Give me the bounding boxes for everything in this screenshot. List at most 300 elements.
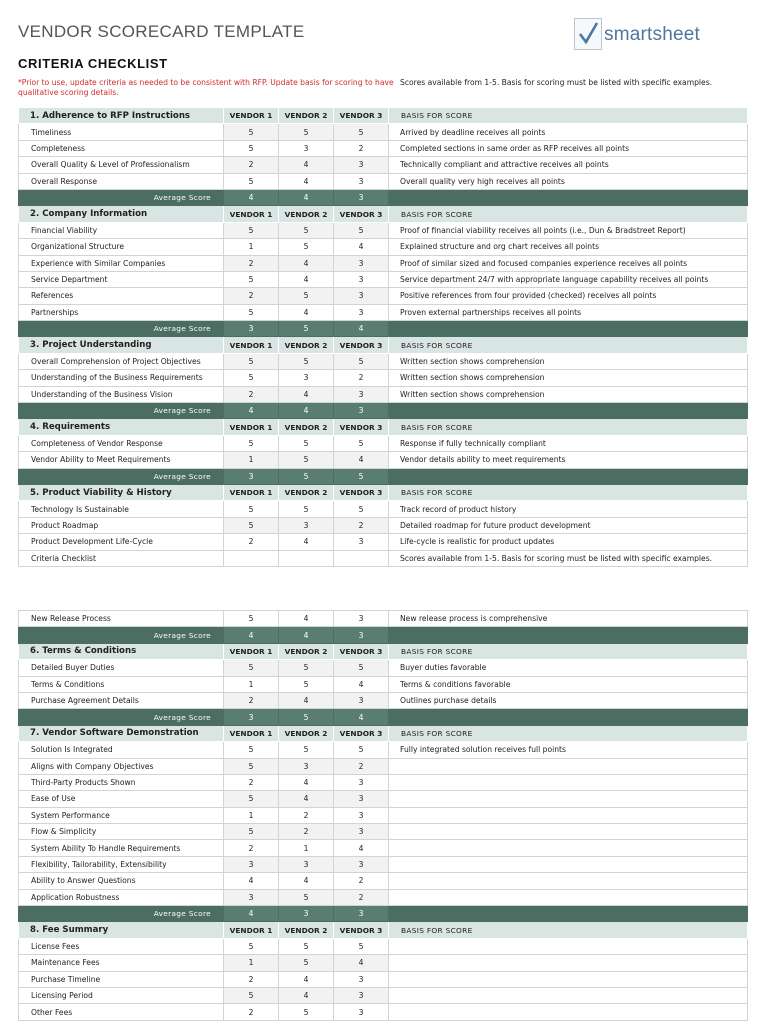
vendor-1-score[interactable]: 2 bbox=[224, 386, 279, 402]
section-subtitle: CRITERIA CHECKLIST bbox=[18, 56, 168, 71]
vendor-2-score[interactable]: 4 bbox=[279, 534, 334, 550]
vendor-2-average[interactable]: 3 bbox=[279, 906, 334, 922]
vendor-2-score[interactable]: 4 bbox=[279, 611, 334, 627]
vendor-3-score[interactable]: 3 bbox=[334, 173, 389, 189]
section-header-row bbox=[19, 643, 748, 659]
vendor-3-score[interactable]: 2 bbox=[334, 370, 389, 386]
vendor-3-score[interactable]: 2 bbox=[334, 758, 389, 774]
vendor-2-score[interactable]: 5 bbox=[279, 955, 334, 971]
basis-for-score[interactable]: Technically compliant and attractive receives all points bbox=[389, 157, 748, 173]
vendor-1-score[interactable]: 3 bbox=[224, 889, 279, 905]
vendor-3-header[interactable]: VENDOR 3 bbox=[334, 108, 389, 124]
vendor-3-header[interactable]: VENDOR 3 bbox=[334, 484, 389, 500]
vendor-1-score[interactable]: 2 bbox=[224, 840, 279, 856]
vendor-2-score[interactable]: 4 bbox=[279, 774, 334, 790]
vendor-2-score[interactable]: 2 bbox=[279, 807, 334, 823]
vendor-3-score[interactable]: 5 bbox=[334, 742, 389, 758]
vendor-1-header[interactable]: VENDOR 1 bbox=[224, 108, 279, 124]
basis-for-score[interactable]: Track record of product history bbox=[389, 501, 748, 517]
vendor-1-score[interactable]: 5 bbox=[224, 370, 279, 386]
vendor-2-header[interactable]: VENDOR 2 bbox=[279, 337, 334, 353]
criteria-label[interactable]: Third-Party Products Shown bbox=[19, 774, 224, 790]
table-row bbox=[19, 157, 748, 173]
criteria-label[interactable]: Completeness of Vendor Response bbox=[19, 435, 224, 451]
vendor-2-average[interactable]: 4 bbox=[279, 189, 334, 205]
vendor-1-score[interactable]: 5 bbox=[224, 987, 279, 1003]
criteria-label[interactable]: Ability to Answer Questions bbox=[19, 873, 224, 889]
vendor-2-score[interactable]: 5 bbox=[279, 660, 334, 676]
basis-for-score[interactable]: Outlines purchase details bbox=[389, 692, 748, 708]
vendor-3-score[interactable]: 5 bbox=[334, 938, 389, 954]
vendor-2-average[interactable]: 5 bbox=[279, 709, 334, 725]
criteria-label[interactable]: Other Fees bbox=[19, 1004, 224, 1020]
vendor-2-score[interactable]: 3 bbox=[279, 517, 334, 533]
average-score-row bbox=[19, 906, 748, 922]
criteria-label[interactable]: Solution Is Integrated bbox=[19, 742, 224, 758]
basis-for-score[interactable]: Buyer duties favorable bbox=[389, 660, 748, 676]
vendor-3-score[interactable]: 3 bbox=[334, 288, 389, 304]
vendor-2-score[interactable]: 4 bbox=[279, 173, 334, 189]
average-basis-empty[interactable] bbox=[389, 709, 748, 725]
vendor-2-score[interactable]: 4 bbox=[279, 386, 334, 402]
vendor-3-average[interactable]: 4 bbox=[334, 709, 389, 725]
table-row bbox=[19, 676, 748, 692]
vendor-2-header[interactable]: VENDOR 2 bbox=[279, 643, 334, 659]
vendor-1-average[interactable]: 4 bbox=[224, 906, 279, 922]
vendor-3-average[interactable]: 3 bbox=[334, 906, 389, 922]
vendor-2-score[interactable]: 4 bbox=[279, 791, 334, 807]
section-header-row bbox=[19, 922, 748, 938]
vendor-2-average[interactable]: 5 bbox=[279, 468, 334, 484]
vendor-3-score[interactable]: 2 bbox=[334, 873, 389, 889]
criteria-label[interactable]: Technology Is Sustainable bbox=[19, 501, 224, 517]
vendor-1-score[interactable]: 2 bbox=[224, 157, 279, 173]
vendor-2-score[interactable]: 4 bbox=[279, 157, 334, 173]
basis-for-score[interactable]: New release process is comprehensive bbox=[389, 611, 748, 627]
vendor-1-average[interactable]: 3 bbox=[224, 468, 279, 484]
vendor-1-score[interactable]: 5 bbox=[224, 742, 279, 758]
section-title[interactable]: 4. Requirements bbox=[19, 419, 224, 435]
vendor-3-score[interactable]: 3 bbox=[334, 534, 389, 550]
basis-for-score[interactable] bbox=[389, 1004, 748, 1020]
vendor-3-average[interactable]: 3 bbox=[334, 189, 389, 205]
basis-for-score[interactable]: Detailed roadmap for future product development bbox=[389, 517, 748, 533]
table-row bbox=[19, 271, 748, 287]
basis-for-score[interactable]: Proven external partnerships receives all points bbox=[389, 304, 748, 320]
basis-header[interactable]: BASIS FOR SCORE bbox=[389, 206, 748, 222]
vendor-1-header[interactable]: VENDOR 1 bbox=[224, 337, 279, 353]
basis-for-score[interactable] bbox=[389, 873, 748, 889]
vendor-3-score[interactable]: 3 bbox=[334, 791, 389, 807]
basis-for-score[interactable]: Written section shows comprehension bbox=[389, 370, 748, 386]
basis-for-score[interactable] bbox=[389, 938, 748, 954]
section-header-row bbox=[19, 337, 748, 353]
table-row bbox=[19, 660, 748, 676]
vendor-2-score[interactable]: 4 bbox=[279, 304, 334, 320]
basis-for-score[interactable]: Completed sections in same order as RFP receives all points bbox=[389, 140, 748, 156]
vendor-1-average[interactable]: 3 bbox=[224, 709, 279, 725]
footer-basis[interactable]: Scores available from 1-5. Basis for scoring must be listed with specific examples. bbox=[389, 550, 748, 566]
basis-for-score[interactable] bbox=[389, 856, 748, 872]
vendor-2-header[interactable]: VENDOR 2 bbox=[279, 725, 334, 741]
basis-for-score[interactable]: Life-cycle is realistic for product updates bbox=[389, 534, 748, 550]
section-title[interactable]: 7. Vendor Software Demonstration bbox=[19, 725, 224, 741]
vendor-2-header[interactable]: VENDOR 2 bbox=[279, 484, 334, 500]
vendor-3-score[interactable]: 3 bbox=[334, 987, 389, 1003]
vendor-2-score[interactable]: 4 bbox=[279, 271, 334, 287]
vendor-3-score[interactable]: 5 bbox=[334, 501, 389, 517]
table-row bbox=[19, 304, 748, 320]
section-title[interactable]: 2. Company Information bbox=[19, 206, 224, 222]
logo-text: smartsheet bbox=[604, 24, 700, 45]
vendor-2-score[interactable]: 4 bbox=[279, 692, 334, 708]
vendor-2-header[interactable]: VENDOR 2 bbox=[279, 206, 334, 222]
checkmark-icon bbox=[574, 18, 602, 50]
vendor-1-score[interactable]: 3 bbox=[224, 856, 279, 872]
criteria-label[interactable]: Maintenance Fees bbox=[19, 955, 224, 971]
vendor-2-score[interactable]: 5 bbox=[279, 353, 334, 369]
vendor-2-score[interactable]: 5 bbox=[279, 435, 334, 451]
criteria-label[interactable]: System Ability To Handle Requirements bbox=[19, 840, 224, 856]
average-score-label[interactable]: Average Score bbox=[19, 189, 224, 205]
table-row bbox=[19, 435, 748, 451]
vendor-2-average[interactable]: 5 bbox=[279, 321, 334, 337]
vendor-1-score[interactable]: 4 bbox=[224, 873, 279, 889]
vendor-1-average[interactable]: 4 bbox=[224, 627, 279, 643]
section-title[interactable]: 8. Fee Summary bbox=[19, 922, 224, 938]
criteria-label[interactable]: Organizational Structure bbox=[19, 239, 224, 255]
vendor-1-score[interactable]: 5 bbox=[224, 791, 279, 807]
basis-for-score[interactable]: Proof of similar sized and focused companies experience receives all points bbox=[389, 255, 748, 271]
footer-row bbox=[19, 550, 748, 566]
scorecard-table-bottom bbox=[18, 610, 748, 1021]
vendor-3-average[interactable]: 3 bbox=[334, 627, 389, 643]
vendor-3-header[interactable]: VENDOR 3 bbox=[334, 419, 389, 435]
vendor-2-score[interactable]: 5 bbox=[279, 239, 334, 255]
vendor-3-score[interactable]: 3 bbox=[334, 271, 389, 287]
vendor-2-score[interactable]: 3 bbox=[279, 370, 334, 386]
basis-header[interactable]: BASIS FOR SCORE bbox=[389, 484, 748, 500]
vendor-1-header[interactable]: VENDOR 1 bbox=[224, 206, 279, 222]
vendor-3-score[interactable]: 5 bbox=[334, 222, 389, 238]
vendor-2-score[interactable]: 5 bbox=[279, 889, 334, 905]
criteria-label[interactable]: License Fees bbox=[19, 938, 224, 954]
vendor-1-score[interactable]: 2 bbox=[224, 971, 279, 987]
vendor-3-average[interactable]: 5 bbox=[334, 468, 389, 484]
criteria-label[interactable]: New Release Process bbox=[19, 611, 224, 627]
vendor-2-score[interactable]: 5 bbox=[279, 1004, 334, 1020]
vendor-2-score[interactable]: 2 bbox=[279, 824, 334, 840]
vendor-2-score[interactable]: 4 bbox=[279, 971, 334, 987]
criteria-label[interactable]: Flexibility, Tailorability, Extensibility bbox=[19, 856, 224, 872]
table-row bbox=[19, 386, 748, 402]
vendor-1-average[interactable]: 3 bbox=[224, 321, 279, 337]
average-score-label[interactable]: Average Score bbox=[19, 321, 224, 337]
basis-for-score[interactable]: Overall quality very high receives all points bbox=[389, 173, 748, 189]
criteria-label[interactable]: Application Robustness bbox=[19, 889, 224, 905]
vendor-2-score[interactable]: 5 bbox=[279, 501, 334, 517]
basis-header[interactable]: BASIS FOR SCORE bbox=[389, 108, 748, 124]
vendor-3-header[interactable]: VENDOR 3 bbox=[334, 725, 389, 741]
average-basis-empty[interactable] bbox=[389, 906, 748, 922]
table-row bbox=[19, 889, 748, 905]
vendor-2-score[interactable]: 4 bbox=[279, 987, 334, 1003]
page-title: VENDOR SCORECARD TEMPLATE bbox=[18, 22, 305, 41]
basis-for-score[interactable]: Response if fully technically compliant bbox=[389, 435, 748, 451]
basis-for-score[interactable] bbox=[389, 774, 748, 790]
table-row bbox=[19, 173, 748, 189]
vendor-3-score[interactable]: 3 bbox=[334, 692, 389, 708]
vendor-1-score[interactable]: 5 bbox=[224, 824, 279, 840]
vendor-3-score[interactable]: 4 bbox=[334, 676, 389, 692]
basis-for-score[interactable]: Explained structure and org chart receives all points bbox=[389, 239, 748, 255]
average-score-row bbox=[19, 709, 748, 725]
vendor-1-score[interactable]: 1 bbox=[224, 239, 279, 255]
criteria-label[interactable]: Detailed Buyer Duties bbox=[19, 660, 224, 676]
average-score-label[interactable]: Average Score bbox=[19, 906, 224, 922]
vendor-1-score[interactable]: 1 bbox=[224, 452, 279, 468]
basis-for-score[interactable]: Written section shows comprehension bbox=[389, 353, 748, 369]
vendor-1-score[interactable]: 5 bbox=[224, 938, 279, 954]
table-row bbox=[19, 452, 748, 468]
vendor-3-average[interactable]: 4 bbox=[334, 321, 389, 337]
criteria-label[interactable]: Experience with Similar Companies bbox=[19, 255, 224, 271]
vendor-2-score[interactable]: 5 bbox=[279, 452, 334, 468]
basis-for-score[interactable] bbox=[389, 971, 748, 987]
footer-empty-cell[interactable] bbox=[279, 550, 334, 566]
basis-for-score[interactable]: Fully integrated solution receives full points bbox=[389, 742, 748, 758]
basis-header[interactable]: BASIS FOR SCORE bbox=[389, 337, 748, 353]
vendor-3-score[interactable]: 4 bbox=[334, 955, 389, 971]
vendor-1-score[interactable]: 5 bbox=[224, 124, 279, 140]
vendor-3-score[interactable]: 4 bbox=[334, 239, 389, 255]
criteria-label[interactable]: Partnerships bbox=[19, 304, 224, 320]
average-basis-empty[interactable] bbox=[389, 321, 748, 337]
basis-for-score[interactable]: Positive references from four provided (checked) receives all points bbox=[389, 288, 748, 304]
vendor-2-score[interactable]: 5 bbox=[279, 742, 334, 758]
average-score-row bbox=[19, 403, 748, 419]
vendor-1-score[interactable]: 2 bbox=[224, 774, 279, 790]
basis-for-score[interactable] bbox=[389, 791, 748, 807]
criteria-label[interactable]: System Performance bbox=[19, 807, 224, 823]
vendor-3-score[interactable]: 3 bbox=[334, 157, 389, 173]
vendor-1-average[interactable]: 4 bbox=[224, 403, 279, 419]
criteria-label[interactable]: Product Roadmap bbox=[19, 517, 224, 533]
vendor-1-header[interactable]: VENDOR 1 bbox=[224, 922, 279, 938]
vendor-2-score[interactable]: 3 bbox=[279, 758, 334, 774]
vendor-1-score[interactable]: 5 bbox=[224, 660, 279, 676]
vendor-1-score[interactable]: 5 bbox=[224, 435, 279, 451]
table-row bbox=[19, 873, 748, 889]
vendor-1-score[interactable]: 2 bbox=[224, 288, 279, 304]
vendor-1-score[interactable]: 5 bbox=[224, 353, 279, 369]
criteria-label[interactable]: Timeliness bbox=[19, 124, 224, 140]
vendor-1-score[interactable]: 5 bbox=[224, 501, 279, 517]
vendor-3-score[interactable]: 5 bbox=[334, 124, 389, 140]
vendor-3-score[interactable]: 3 bbox=[334, 304, 389, 320]
section-title[interactable]: 5. Product Viability & History bbox=[19, 484, 224, 500]
vendor-3-score[interactable]: 3 bbox=[334, 971, 389, 987]
criteria-label[interactable]: Overall Response bbox=[19, 173, 224, 189]
vendor-1-score[interactable]: 5 bbox=[224, 222, 279, 238]
criteria-label[interactable]: Vendor Ability to Meet Requirements bbox=[19, 452, 224, 468]
criteria-label[interactable]: Terms & Conditions bbox=[19, 676, 224, 692]
vendor-3-score[interactable]: 4 bbox=[334, 452, 389, 468]
vendor-3-score[interactable]: 3 bbox=[334, 386, 389, 402]
vendor-3-score[interactable]: 5 bbox=[334, 353, 389, 369]
criteria-label[interactable]: Service Department bbox=[19, 271, 224, 287]
average-score-label[interactable]: Average Score bbox=[19, 468, 224, 484]
vendor-2-header[interactable]: VENDOR 2 bbox=[279, 419, 334, 435]
basis-header[interactable]: BASIS FOR SCORE bbox=[389, 643, 748, 659]
footer-empty-cell[interactable] bbox=[334, 550, 389, 566]
vendor-3-score[interactable]: 4 bbox=[334, 840, 389, 856]
vendor-1-score[interactable]: 1 bbox=[224, 676, 279, 692]
vendor-2-score[interactable]: 1 bbox=[279, 840, 334, 856]
criteria-label[interactable]: References bbox=[19, 288, 224, 304]
vendor-2-score[interactable]: 5 bbox=[279, 938, 334, 954]
vendor-1-header[interactable]: VENDOR 1 bbox=[224, 643, 279, 659]
vendor-1-header[interactable]: VENDOR 1 bbox=[224, 725, 279, 741]
vendor-1-header[interactable]: VENDOR 1 bbox=[224, 419, 279, 435]
basis-header[interactable]: BASIS FOR SCORE bbox=[389, 725, 748, 741]
table-row bbox=[19, 534, 748, 550]
average-score-row bbox=[19, 468, 748, 484]
vendor-3-score[interactable]: 3 bbox=[334, 807, 389, 823]
vendor-3-score[interactable]: 3 bbox=[334, 255, 389, 271]
vendor-2-score[interactable]: 5 bbox=[279, 124, 334, 140]
table-row bbox=[19, 807, 748, 823]
basis-for-score[interactable]: Proof of financial viability receives all points (i.e., Dun & Bradstreet Report) bbox=[389, 222, 748, 238]
footer-label[interactable]: Criteria Checklist bbox=[19, 550, 224, 566]
basis-for-score[interactable]: Written section shows comprehension bbox=[389, 386, 748, 402]
basis-for-score[interactable] bbox=[389, 758, 748, 774]
criteria-label[interactable]: Licensing Period bbox=[19, 987, 224, 1003]
vendor-1-score[interactable]: 5 bbox=[224, 271, 279, 287]
vendor-2-average[interactable]: 4 bbox=[279, 627, 334, 643]
criteria-label[interactable]: Purchase Timeline bbox=[19, 971, 224, 987]
basis-for-score[interactable] bbox=[389, 824, 748, 840]
footer-empty-cell[interactable] bbox=[224, 550, 279, 566]
criteria-label[interactable]: Financial Viability bbox=[19, 222, 224, 238]
vendor-3-score[interactable]: 5 bbox=[334, 660, 389, 676]
basis-header[interactable]: BASIS FOR SCORE bbox=[389, 922, 748, 938]
vendor-1-score[interactable]: 1 bbox=[224, 807, 279, 823]
vendor-2-score[interactable]: 5 bbox=[279, 676, 334, 692]
vendor-2-score[interactable]: 4 bbox=[279, 255, 334, 271]
vendor-1-header[interactable]: VENDOR 1 bbox=[224, 484, 279, 500]
vendor-1-score[interactable]: 2 bbox=[224, 692, 279, 708]
vendor-1-score[interactable]: 5 bbox=[224, 140, 279, 156]
vendor-3-score[interactable]: 3 bbox=[334, 611, 389, 627]
average-basis-empty[interactable] bbox=[389, 189, 748, 205]
table-row bbox=[19, 758, 748, 774]
vendor-3-header[interactable]: VENDOR 3 bbox=[334, 922, 389, 938]
criteria-label[interactable]: Understanding of the Business Requirements bbox=[19, 370, 224, 386]
vendor-2-score[interactable]: 5 bbox=[279, 222, 334, 238]
criteria-label[interactable]: Understanding of the Business Vision bbox=[19, 386, 224, 402]
vendor-3-average[interactable]: 3 bbox=[334, 403, 389, 419]
average-basis-empty[interactable] bbox=[389, 627, 748, 643]
criteria-label[interactable]: Purchase Agreement Details bbox=[19, 692, 224, 708]
basis-for-score[interactable] bbox=[389, 807, 748, 823]
section-title[interactable]: 1. Adherence to RFP Instructions bbox=[19, 108, 224, 124]
vendor-1-average[interactable]: 4 bbox=[224, 189, 279, 205]
basis-for-score[interactable]: Terms & conditions favorable bbox=[389, 676, 748, 692]
vendor-1-score[interactable]: 5 bbox=[224, 304, 279, 320]
vendor-1-score[interactable]: 5 bbox=[224, 758, 279, 774]
basis-for-score[interactable]: Vendor details ability to meet requirements bbox=[389, 452, 748, 468]
vendor-1-score[interactable]: 2 bbox=[224, 255, 279, 271]
basis-for-score[interactable] bbox=[389, 987, 748, 1003]
table-row bbox=[19, 124, 748, 140]
vendor-2-header[interactable]: VENDOR 2 bbox=[279, 922, 334, 938]
criteria-label[interactable]: Product Development Life-Cycle bbox=[19, 534, 224, 550]
vendor-2-score[interactable]: 3 bbox=[279, 856, 334, 872]
basis-for-score[interactable]: Service department 24/7 with appropriate language capability receives all points bbox=[389, 271, 748, 287]
table-row bbox=[19, 971, 748, 987]
table-row bbox=[19, 239, 748, 255]
basis-for-score[interactable]: Arrived by deadline receives all points bbox=[389, 124, 748, 140]
vendor-1-score[interactable]: 2 bbox=[224, 1004, 279, 1020]
vendor-3-header[interactable]: VENDOR 3 bbox=[334, 337, 389, 353]
table-row bbox=[19, 856, 748, 872]
criteria-label[interactable]: Ease of Use bbox=[19, 791, 224, 807]
vendor-1-score[interactable]: 2 bbox=[224, 534, 279, 550]
vendor-2-average[interactable]: 4 bbox=[279, 403, 334, 419]
vendor-1-score[interactable]: 5 bbox=[224, 611, 279, 627]
average-basis-empty[interactable] bbox=[389, 403, 748, 419]
scorecard-table-top bbox=[18, 107, 748, 567]
average-score-label[interactable]: Average Score bbox=[19, 403, 224, 419]
average-score-label[interactable]: Average Score bbox=[19, 627, 224, 643]
vendor-2-score[interactable]: 5 bbox=[279, 288, 334, 304]
vendor-3-score[interactable]: 3 bbox=[334, 774, 389, 790]
vendor-1-score[interactable]: 5 bbox=[224, 173, 279, 189]
scoring-note: Scores available from 1-5. Basis for scoring must be listed with specific examples. bbox=[400, 78, 713, 87]
vendor-3-score[interactable]: 5 bbox=[334, 435, 389, 451]
vendor-2-score[interactable]: 4 bbox=[279, 873, 334, 889]
vendor-1-score[interactable]: 5 bbox=[224, 517, 279, 533]
vendor-3-score[interactable]: 2 bbox=[334, 889, 389, 905]
vendor-3-score[interactable]: 2 bbox=[334, 517, 389, 533]
table-row bbox=[19, 824, 748, 840]
criteria-label[interactable]: Overall Quality & Level of Professionalism bbox=[19, 157, 224, 173]
average-score-label[interactable]: Average Score bbox=[19, 709, 224, 725]
vendor-2-header[interactable]: VENDOR 2 bbox=[279, 108, 334, 124]
vendor-3-header[interactable]: VENDOR 3 bbox=[334, 206, 389, 222]
vendor-3-score[interactable]: 3 bbox=[334, 1004, 389, 1020]
basis-header[interactable]: BASIS FOR SCORE bbox=[389, 419, 748, 435]
vendor-1-score[interactable]: 1 bbox=[224, 955, 279, 971]
vendor-3-score[interactable]: 3 bbox=[334, 824, 389, 840]
basis-for-score[interactable] bbox=[389, 889, 748, 905]
basis-for-score[interactable] bbox=[389, 955, 748, 971]
criteria-label[interactable]: Completeness bbox=[19, 140, 224, 156]
vendor-2-score[interactable]: 3 bbox=[279, 140, 334, 156]
vendor-3-score[interactable]: 3 bbox=[334, 856, 389, 872]
section-title[interactable]: 3. Project Understanding bbox=[19, 337, 224, 353]
section-title[interactable]: 6. Terms & Conditions bbox=[19, 643, 224, 659]
basis-for-score[interactable] bbox=[389, 840, 748, 856]
vendor-3-score[interactable]: 2 bbox=[334, 140, 389, 156]
average-basis-empty[interactable] bbox=[389, 468, 748, 484]
criteria-label[interactable]: Aligns with Company Objectives bbox=[19, 758, 224, 774]
table-row bbox=[19, 955, 748, 971]
vendor-3-header[interactable]: VENDOR 3 bbox=[334, 643, 389, 659]
criteria-label[interactable]: Overall Comprehension of Project Objectives bbox=[19, 353, 224, 369]
criteria-label[interactable]: Flow & Simplicity bbox=[19, 824, 224, 840]
